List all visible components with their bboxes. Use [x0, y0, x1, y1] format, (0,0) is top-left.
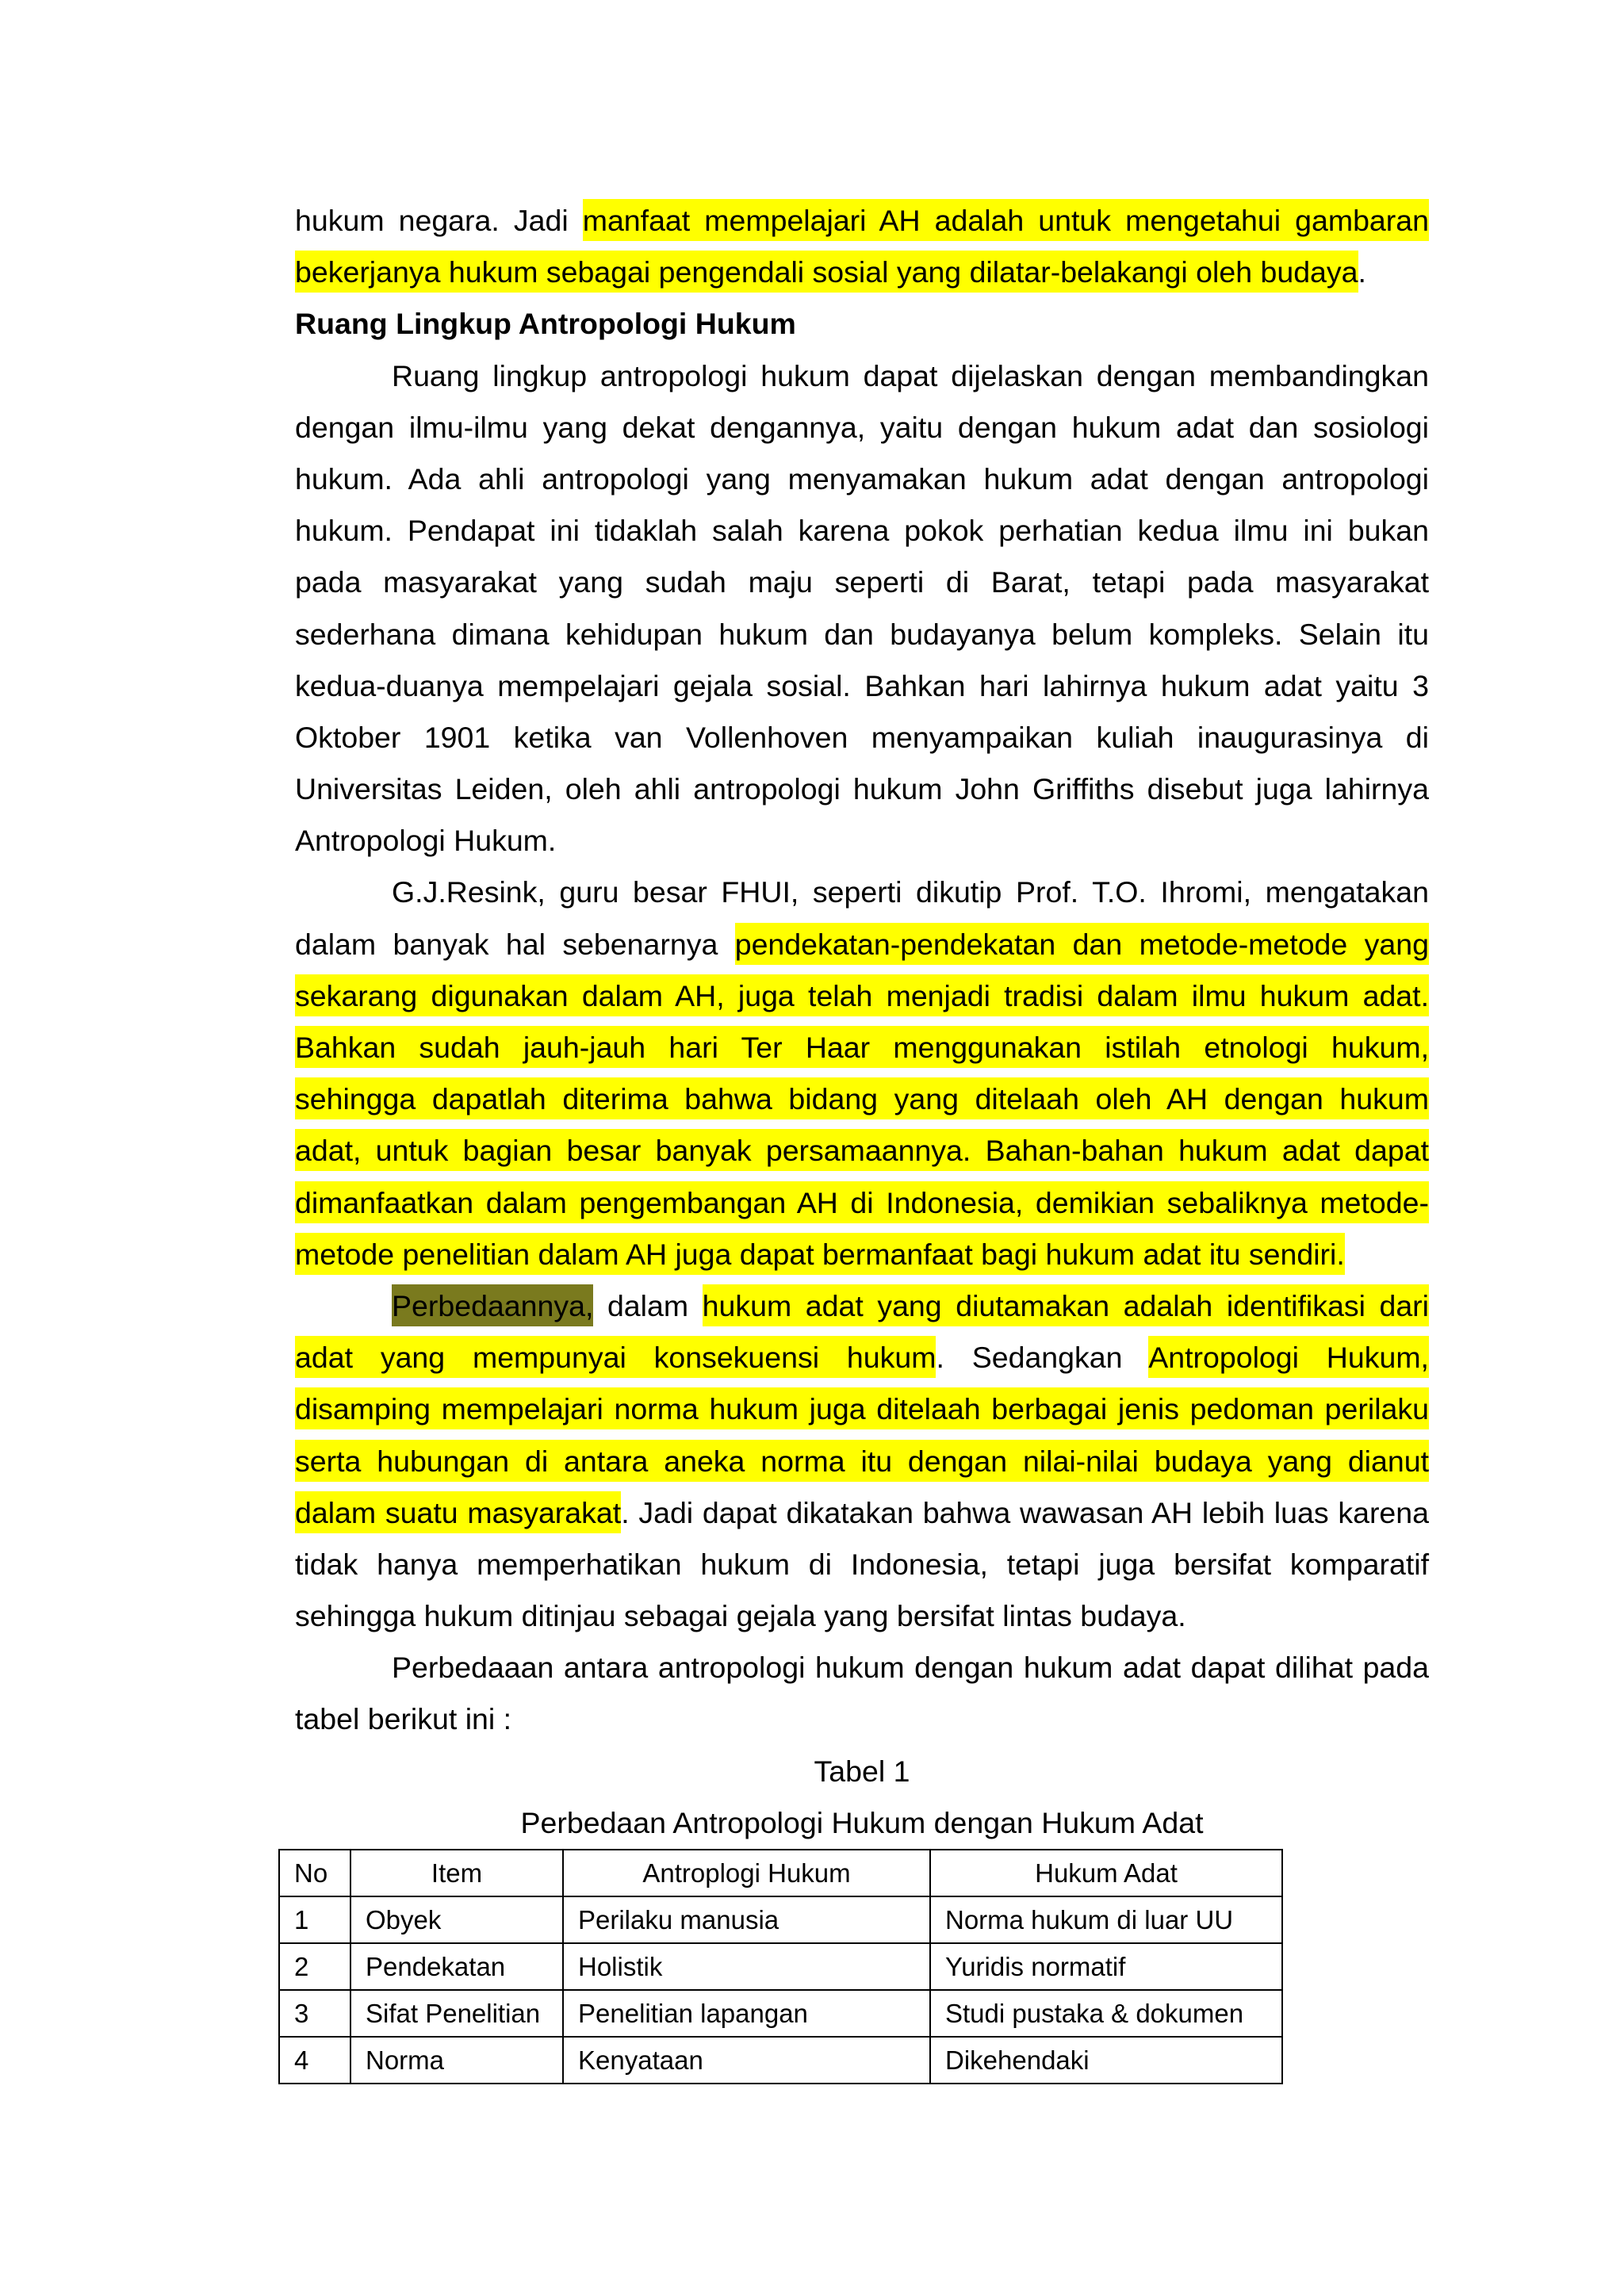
- table-row: [279, 1990, 1282, 2037]
- paragraph-line: sehingga hukum ditinjau sebagai gejala yang bersifat lintas budaya.: [295, 1599, 1186, 1633]
- table-row: [279, 1943, 1282, 1990]
- highlighted-text: manfaat mempelajari AH adalah untuk mengetahui gambaran: [583, 199, 1429, 241]
- table-header-cell: Hukum Adat: [930, 1850, 1282, 1896]
- table-cell: Dikehendaki: [930, 2037, 1282, 2084]
- paragraph-line: [295, 1229, 1429, 1280]
- table-cell: Obyek: [350, 1896, 563, 1943]
- table-header-row: [279, 1850, 1282, 1896]
- paragraph-line: [295, 247, 1429, 298]
- highlighted-text: dimanfaatkan dalam pengembangan AH di Indonesia, demikian sebaliknya metode-: [295, 1181, 1429, 1223]
- paragraph-line: Antropologi Hukum.: [295, 824, 557, 858]
- table-cell: Perilaku manusia: [563, 1896, 930, 1943]
- table-label: Tabel 1: [814, 1754, 910, 1788]
- paragraph-line: sederhana dimana kehidupan hukum dan budayanya belum kompleks. Selain itu: [295, 617, 1429, 651]
- text-run: dalam banyak hal sebenarnya: [295, 927, 735, 961]
- paragraph-line: [295, 195, 1429, 247]
- paragraph-line: G.J.Resink, guru besar FHUI, seperti dikutip Prof. T.O. Ihromi, mengatakan: [392, 875, 1429, 909]
- highlighted-text: Antropologi Hukum,: [1148, 1336, 1429, 1378]
- table-cell: Holistik: [563, 1943, 930, 1990]
- paragraph-line: [295, 1332, 1429, 1383]
- table-cell: Kenyataan: [563, 2037, 930, 2084]
- highlighted-text: adat yang mempunyai konsekuensi hukum: [295, 1336, 936, 1378]
- paragraph-line: [295, 1487, 1429, 1539]
- paragraph-line: [295, 1073, 1429, 1125]
- table-header-cell: No: [279, 1850, 350, 1896]
- table-cell: Studi pustaka & dokumen: [930, 1990, 1282, 2037]
- table-cell: Yuridis normatif: [930, 1943, 1282, 1990]
- table-cell: Norma hukum di luar UU: [930, 1896, 1282, 1943]
- table-row: [279, 1896, 1282, 1943]
- table-row: [279, 2037, 1282, 2084]
- paragraph-line: [295, 970, 1429, 1022]
- table-cell: 1: [279, 1896, 350, 1943]
- table-cell: 3: [279, 1990, 350, 2037]
- table-header-cell: Item: [350, 1850, 563, 1896]
- paragraph-line: [295, 1280, 1429, 1332]
- highlighted-text: adat, untuk bagian besar banyak persamaannya. Bahan-bahan hukum adat dapat: [295, 1129, 1429, 1171]
- paragraph-line: [295, 1177, 1429, 1229]
- dark-highlighted-text: Perbedaannya,: [392, 1284, 593, 1326]
- highlighted-text: dalam suatu masyarakat: [295, 1491, 621, 1533]
- highlighted-text: bekerjanya hukum sebagai pengendali sosial yang dilatar-belakangi oleh budaya: [295, 251, 1358, 293]
- highlighted-text: hukum adat yang diutamakan adalah identifikasi dari: [703, 1284, 1429, 1326]
- table-cell: Pendekatan: [350, 1943, 563, 1990]
- highlighted-text: serta hubungan di antara aneka norma itu dengan nilai-nilai budaya yang dianut: [295, 1440, 1429, 1482]
- paragraph-line: Universitas Leiden, oleh ahli antropologi hukum John Griffiths disebut juga lahirnya: [295, 772, 1429, 806]
- paragraph-line: hukum. Pendapat ini tidaklah salah karena pokok perhatian kedua ilmu ini bukan: [295, 514, 1429, 548]
- highlighted-text: sekarang digunakan dalam AH, juga telah menjadi tradisi dalam ilmu hukum adat.: [295, 974, 1429, 1016]
- paragraph-line: hukum. Ada ahli antropologi yang menyamakan hukum adat dengan antropologi: [295, 461, 1429, 496]
- table-header-cell: Antroplogi Hukum: [563, 1850, 930, 1896]
- paragraph-line: [295, 919, 1429, 970]
- paragraph-line: Oktober 1901 ketika van Vollenhoven menyampaikan kuliah inaugurasinya di: [295, 720, 1429, 754]
- text-run: hukum negara. Jadi: [295, 204, 583, 237]
- paragraph-line: tidak hanya memperhatikan hukum di Indonesia, tetapi juga bersifat komparatif: [295, 1547, 1429, 1581]
- table-cell: 4: [279, 2037, 350, 2084]
- paragraph-line: pada masyarakat yang sudah maju seperti di Barat, tetapi pada masyarakat: [295, 565, 1429, 599]
- text-run: .: [1358, 255, 1366, 289]
- paragraph-line: [295, 1125, 1429, 1177]
- paragraph-line: kedua-duanya mempelajari gejala sosial. Bahkan hari lahirnya hukum adat yaitu 3: [295, 668, 1429, 702]
- text-run: dalam: [593, 1288, 703, 1322]
- page-body: [295, 195, 1429, 1849]
- paragraph-line: dengan ilmu-ilmu yang dekat dengannya, yaitu dengan hukum adat dan sosiologi: [295, 410, 1429, 444]
- comparison-table: [278, 1849, 1283, 2084]
- text-run: . Sedangkan: [936, 1341, 1149, 1375]
- highlighted-text: metode penelitian dalam AH juga dapat bermanfaat bagi hukum adat itu sendiri.: [295, 1233, 1345, 1275]
- paragraph-line: [295, 1383, 1429, 1435]
- highlighted-text: pendekatan-pendekatan dan metode-metode yang: [735, 923, 1429, 965]
- paragraph-line: [295, 1436, 1429, 1487]
- table-cell: Norma: [350, 2037, 563, 2084]
- section-heading: Ruang Lingkup Antropologi Hukum: [295, 307, 796, 341]
- table-title: Perbedaan Antropologi Hukum dengan Hukum Adat: [520, 1805, 1204, 1839]
- paragraph-line: Ruang lingkup antropologi hukum dapat dijelaskan dengan membandingkan: [392, 358, 1429, 392]
- text-run: . Jadi dapat dikatakan bahwa wawasan AH lebih luas karena: [621, 1495, 1429, 1529]
- paragraph-line: tabel berikut ini :: [295, 1702, 512, 1736]
- highlighted-text: Bahkan sudah jauh-jauh hari Ter Haar menggunakan istilah etnologi hukum,: [295, 1026, 1429, 1068]
- highlighted-text: sehingga dapatlah diterima bahwa bidang yang ditelaah oleh AH dengan hukum: [295, 1077, 1429, 1119]
- paragraph-line: [295, 1022, 1429, 1073]
- table-cell: Sifat Penelitian: [350, 1990, 563, 2037]
- paragraph-line: Perbedaaan antara antropologi hukum dengan hukum adat dapat dilihat pada: [392, 1651, 1429, 1685]
- table-cell: Penelitian lapangan: [563, 1990, 930, 2037]
- table-cell: 2: [279, 1943, 350, 1990]
- highlighted-text: disamping mempelajari norma hukum juga ditelaah berbagai jenis pedoman perilaku: [295, 1387, 1429, 1429]
